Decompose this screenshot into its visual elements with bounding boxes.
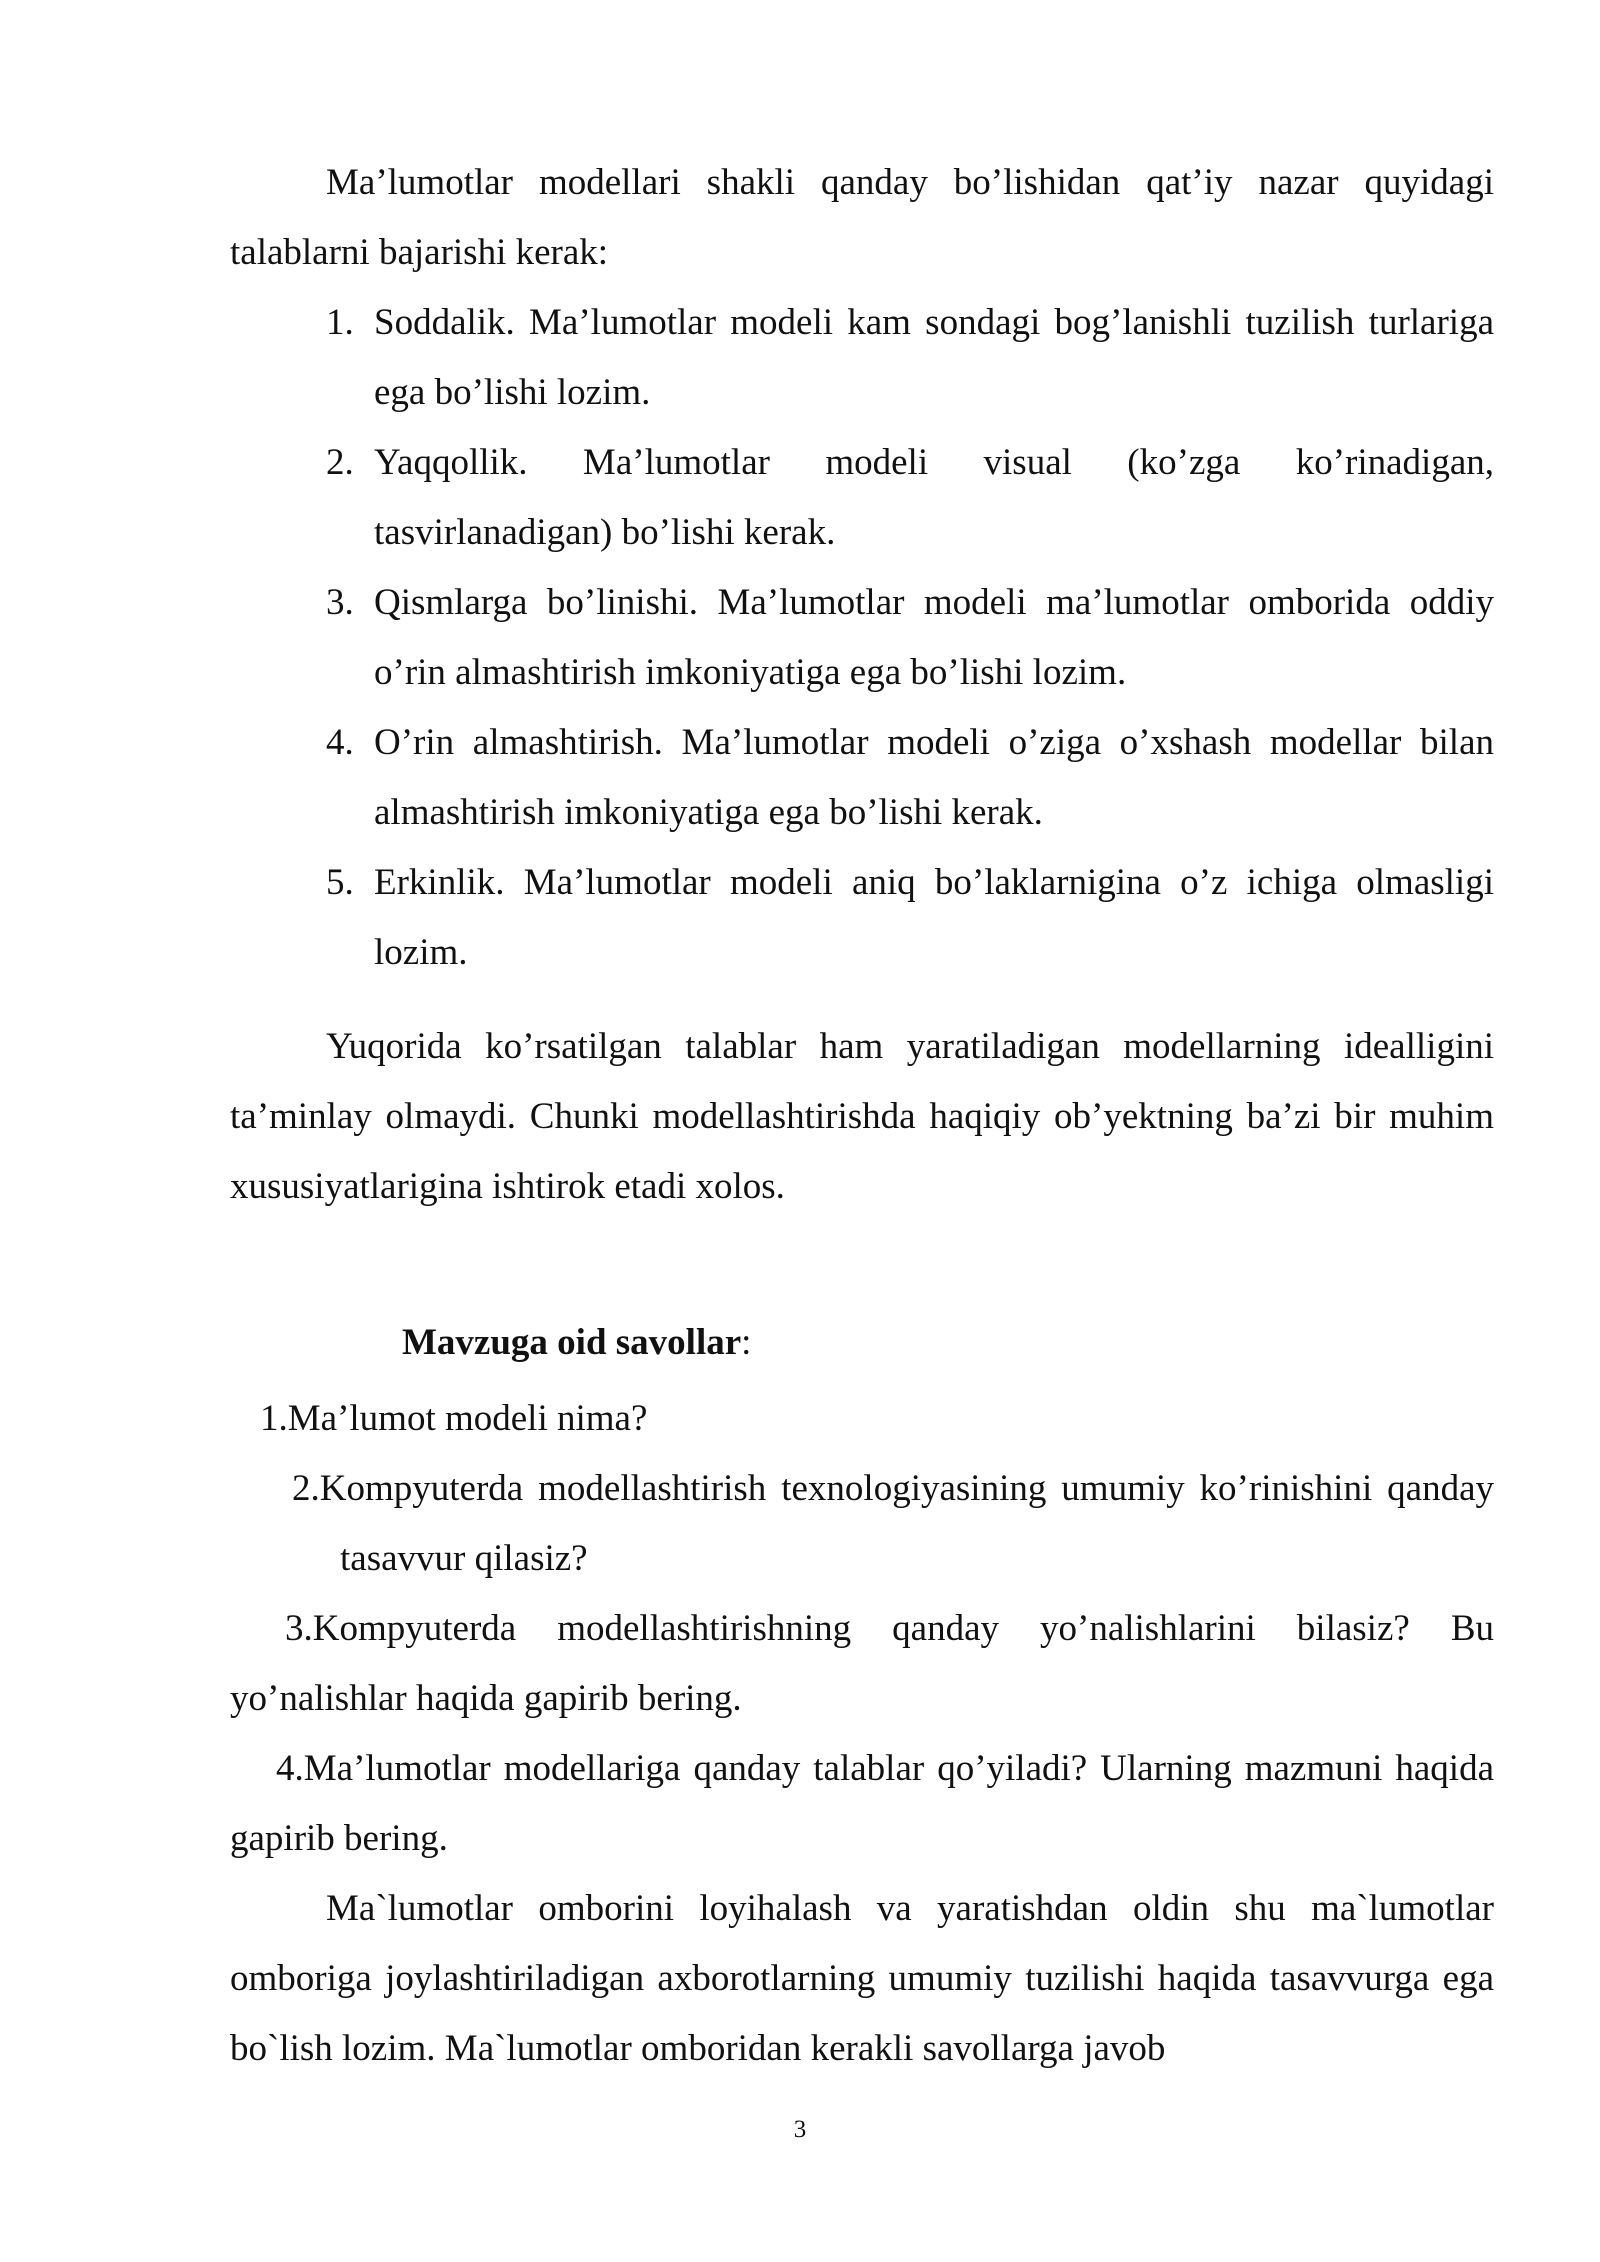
- list-item: [230, 288, 1494, 428]
- question-3: 3.Kompyuterda modellashtirishning qanday yo’nalishlarini bilasiz? Bu yo’nalishlar haqida gapirib bering.: [230, 1608, 1494, 1719]
- list-item-number: 3.: [326, 582, 354, 623]
- list-item-number: 1.: [326, 302, 354, 343]
- question-2: [230, 1454, 1494, 1594]
- list-item-number: 4.: [326, 722, 354, 763]
- question-4: 4.Ma’lumotlar modellariga qanday talablar qo’yiladi? Ularning mazmuni haqida gapirib bering.: [230, 1748, 1494, 1859]
- closing-paragraph: Ma`lumotlar omborini loyihalash va yaratishdan oldin shu ma`lumotlar omboriga joylashtiriladigan axborotlarning umumiy tuzilishi haqida tasavvurga ega bo`lish lozim. Ma`lumotlar omboridan kerakli savollarga javob: [230, 1888, 1494, 2069]
- questions-heading: [230, 1308, 1494, 1378]
- list-item: [230, 428, 1494, 568]
- intro-paragraph: Ma’lumotlar modellari shakli qanday bo’lishidan qat’iy nazar quyidagi talablarni bajarishi kerak:: [230, 162, 1494, 273]
- list-item-number: 5.: [326, 862, 354, 903]
- questions-heading-colon: :: [741, 1322, 752, 1363]
- list-item: [230, 848, 1494, 988]
- question-2-text-end: tasavvur qilasiz?: [340, 1538, 588, 1579]
- list-item-text: Qismlarga bo’linishi. Ma’lumotlar modeli ma’lumotlar omborida oddiy o’rin almashtirish imkoniyatiga ega bo’lishi lozim.: [374, 582, 1494, 693]
- list-item: [230, 568, 1494, 708]
- page-content: [230, 148, 1494, 2084]
- list-item-text: O’rin almashtirish. Ma’lumotlar modeli o’ziga o’xshash modellar bilan almashtirish imkoniyatiga ega bo’lishi kerak.: [374, 722, 1494, 833]
- page-number: 3: [793, 2116, 807, 2143]
- list-item: [230, 708, 1494, 848]
- list-item-text: Soddalik. Ma’lumotlar modeli kam sondagi bog’lanishli tuzilish turlariga ega bo’lishi lozim.: [374, 302, 1494, 413]
- list-item-number: 2.: [326, 442, 354, 483]
- list-item-text: Yaqqollik. Ma’lumotlar modeli visual (ko’zga ko’rinadigan, tasvirlanadigan) bo’lishi kerak.: [374, 442, 1494, 553]
- question-1: 1.Ma’lumot modeli nima?: [260, 1398, 648, 1439]
- summary-paragraph: Yuqorida ko’rsatilgan talablar ham yaratiladigan modellarning idealligini ta’minlay olmaydi. Chunki modellashtirishda haqiqiy ob’yektning ba’zi bir muhim xususiyatlarigina ishtirok etadi xolos.: [230, 1026, 1494, 1207]
- list-item-text: Erkinlik. Ma’lumotlar modeli aniq bo’laklarnigina o’z ichiga olmasligi lozim.: [374, 862, 1494, 973]
- requirements-list: [230, 288, 1494, 988]
- question-2-text: 2.Kompyuterda modellashtirish texnologiyasining umumiy ko’rinishini qanday: [292, 1468, 1494, 1509]
- questions-heading-text: Mavzuga oid savollar: [402, 1322, 742, 1363]
